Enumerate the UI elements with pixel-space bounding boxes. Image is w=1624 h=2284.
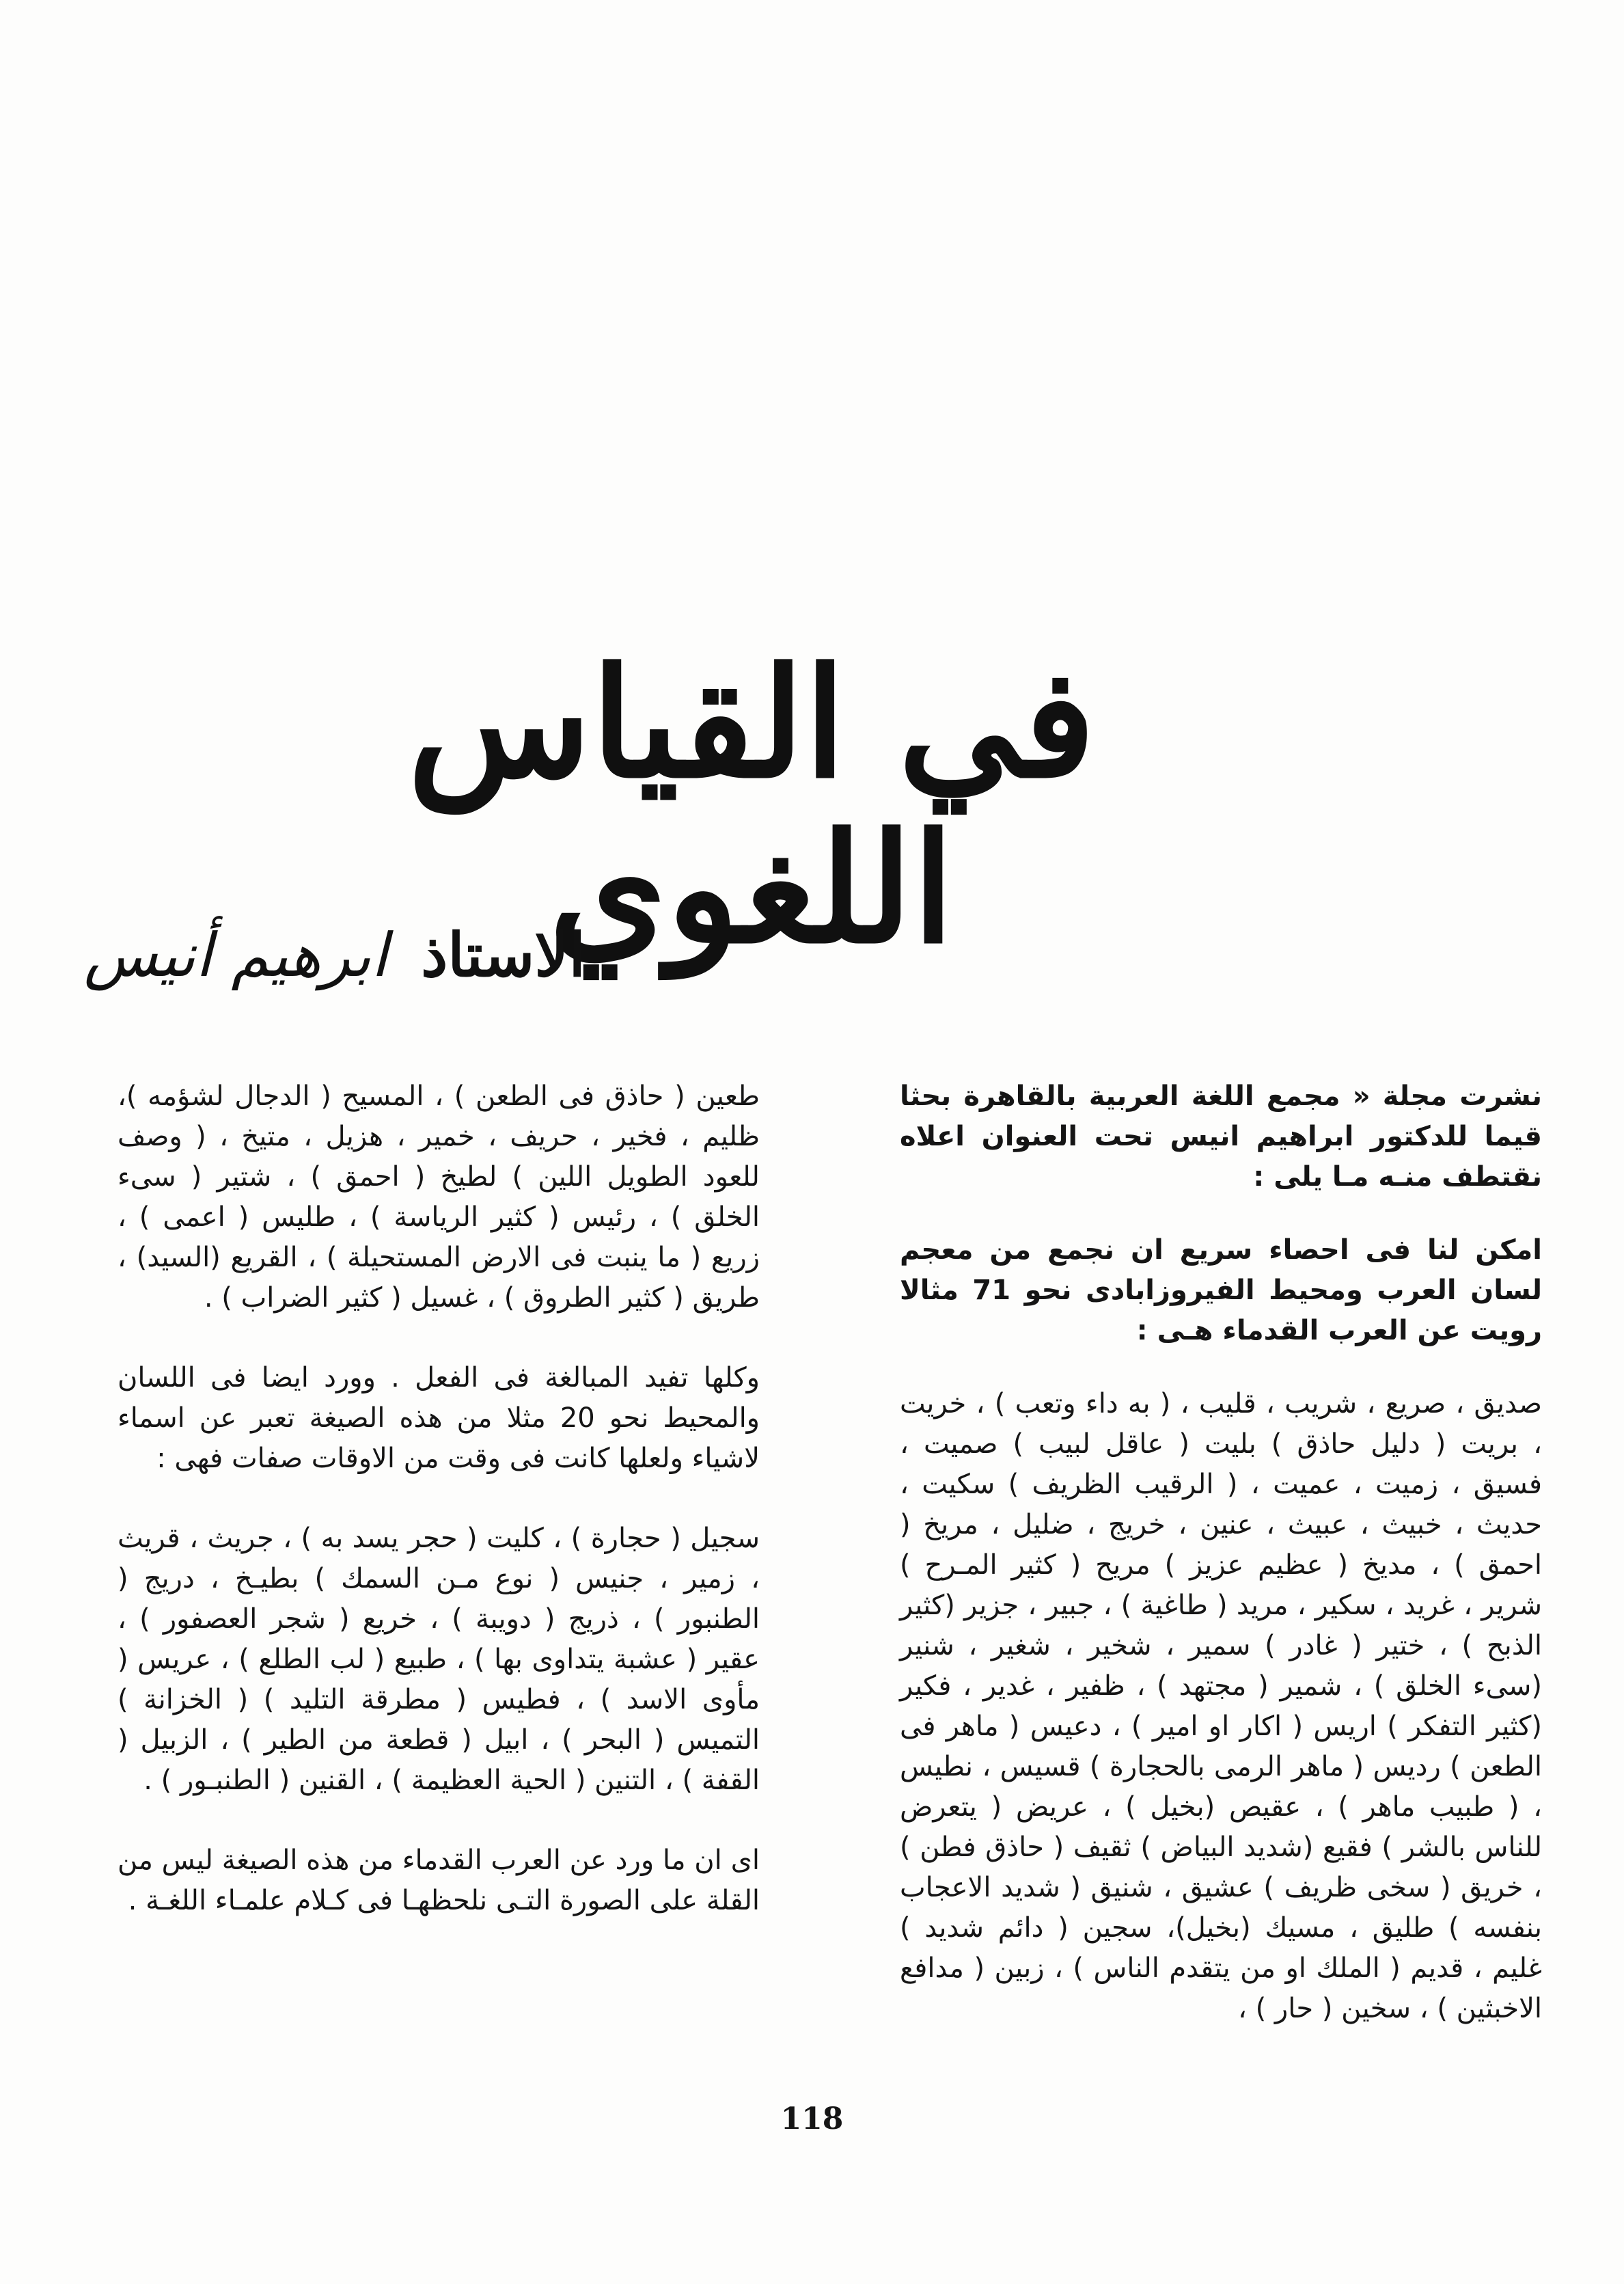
- left-column: [118, 1076, 760, 1961]
- body-paragraph: اى ان ما ورد عن العرب القدماء من هذه الصيغة ليس من القلة على الصورة التـى نلحظهـا فى كـلام علمـاء اللغـة .: [118, 1845, 760, 1916]
- word-list-paragraph: صديق ، صريع ، شريب ، قليب ، ( به داء وتعب ) ، خريت ، بريت ( دليل حاذق ) بليت ( عاقل لبيب ) صميت ، فسيق ، زميت ، عميت ، ( الرقيب الظريف ) سكيت ، حديث ، خبيث ، عبيث ، عنين ، خريج ، ضليل ، مريخ ( احمق ) ، مديخ ( عظيم عزيز ) مريح ( كثير المـرح ) شرير ، غريد ، سكير ، مريد ( طاغية ) ، جبير ، جزير (كثير الذبح ) ، ختير ( غادر ) سمير ، شخير ، شغير ، شنير (سىء الخلق ) ، شمير ( مجتهد ) ، ظفير ، غدير ، فكير (كثير التفكر ) اريس ( اكار او امير ) ، دعيس ( ماهر فى الطعن ) رديس ( ماهر الرمى بالحجارة ) قسيس ، نطيس ، ( طبيب ماهر ) ، عقيص (بخيل ) ، عريض ( يتعرض للناس بالشر ) فقيع (شديد البياض ) ثقيف ( حاذق فطن ) ، خريق ( سخى ظريف ) عشيق ، شنيق ( شديد الاعجاب بنفسه ) طليق ، مسيك (بخيل)، سجين ( دائم شديد ) غليم ، قديم ( الملك او من يتقدم الناس ) ، زبين ( مدافع الاخبثين ) ، سخين ( حار ) ،: [900, 1388, 1542, 2024]
- body-paragraph: سجيل ( حجارة ) ، كليت ( حجر يسد به ) ، جريث ، قريث ، زمير ، جنيس ( نوع مـن السمك ) بطيـخ ، دريج ( الطنبور ) ، ذريج ( دويبة ) ، خريع ( شجر العصفور ) ، عقير ( عشبة يتداوى بها ) ، طبيع ( لب الطلع ) ، عريس ( مأوى الاسد ) ، فطيس ( مطرقة التليد ) ( الخزانة ) التميس ( البحر ) ، ابيل ( قطعة من الطير ) ، الزبيل ( القفة ) ، التنين ( الحية العظيمة ) ، القنين ( الطنبـور ) .: [118, 1523, 760, 1796]
- page-number: 118: [780, 2102, 844, 2136]
- body-paragraph: امكن لنا فى احصاء سريع ان نجمع من معجم لسان العرب ومحيط الفيروزابادى نحو 71 مثالا رويت عن العرب القدماء هـى :: [900, 1234, 1543, 1346]
- intro-paragraph: نشرت مجلة « مجمع اللغة العربية بالقاهرة بحثا قيما للدكتور ابراهيم انيس تحت العنوان اعلاه نقتطف منـه مـا يلى :: [900, 1080, 1542, 1193]
- body-paragraph: طعين ( حاذق فى الطعن ) ، المسيح ( الدجال لشؤمه )، ظليم ، فخير ، حريف ، خمير ، هزيل ، متيخ ، ( وصف للعود الطويل اللين ) لطيخ ( احمق ) ، شتير ( سىء الخلق ) ، رئيس ( كثير الرياسة ) ، طليس ( اعمى ) ، زريع ( ما ينبت فى الارض المستحيلة ) ، القريع (السيد) ، طريق ( كثير الطروق ) ، غسيل ( كثير الضراب ) .: [118, 1080, 760, 1314]
- right-column: [900, 1076, 1542, 2069]
- article-title: في القياس اللغوي: [407, 634, 1096, 977]
- author-label: الاستاذ: [421, 919, 586, 990]
- author-name: ابرهيم أنيس: [83, 920, 388, 990]
- body-paragraph: وكلها تفيد المبالغة فى الفعل . وورد ايضا فى اللسان والمحيط نحو 20 مثلا من هذه الصيغة تعبر عن اسماء لاشياء ولعلها كانت فى وقت من الاوقات صفات فهى :: [118, 1362, 760, 1474]
- author-line: [25, 919, 586, 990]
